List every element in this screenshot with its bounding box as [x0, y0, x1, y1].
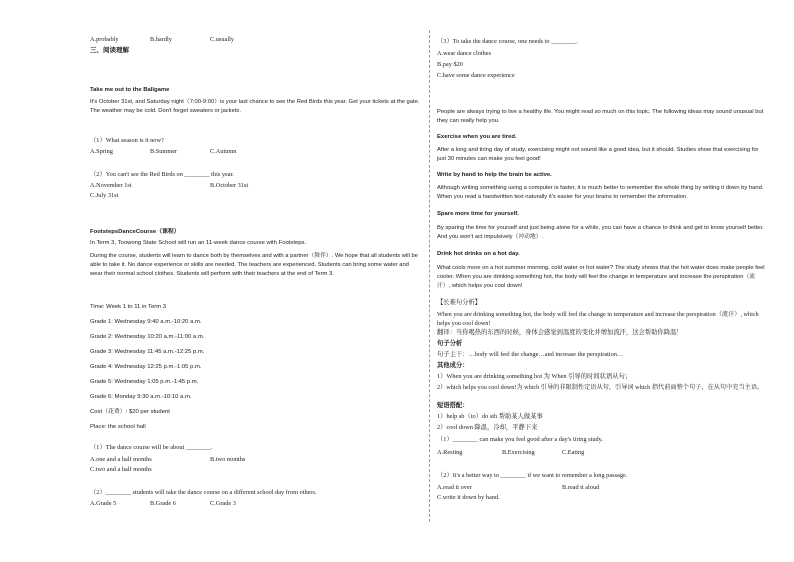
option-c: C.two and a half months — [90, 466, 152, 473]
passage-b-intro: In Term 3, Toowong State School will run an 11-week dance course with Footsteps. — [90, 240, 307, 246]
schedule-row: Grade 5: Wednesday 1:05 p.m.-1:45 p.m. — [90, 379, 199, 385]
option-c: C.Autumn — [210, 148, 237, 155]
question-stem: （1）________ can make you feel good after a day's tiring study. — [437, 436, 603, 443]
passage-c-heading: Write by hand to help the brain be active. — [437, 172, 552, 178]
passage-b-title: FootstepsDanceCourse（课程） — [90, 229, 180, 235]
analysis-translation: 翻译：当你喝热的东西的时候，身体会感觉到温度的变化并增加流汗，这会帮助你降温！ — [437, 329, 683, 336]
analysis-subtitle: 其他成分： — [437, 362, 469, 369]
question-stem: （1）What season is it now? — [90, 137, 164, 144]
passage-c-heading: Exercise when you are tired. — [437, 134, 517, 140]
passage-a-title: Take me out to the Ballgame — [90, 87, 170, 93]
analysis-trunk: 句子主干：…body will feel the change…and increase the perspiration… — [437, 351, 624, 358]
option-c: C.usually — [210, 36, 234, 43]
passage-c-paragraph: What cools more on a hot summer morning, cold water or hot water? The study shows that the hot water does make people feel cooler. When you are drinking something hot, the body will feel the change in temperature and increase the perspiration（流汗）, which helps you cool down! — [437, 265, 765, 289]
analysis-item: 2）which helps you cool down!为 which 引导的非限制性定语从句，引导词 which 指代前面整个句子，在从句中充当主语。 — [437, 384, 764, 391]
option-c: C.have some dance experience — [437, 72, 515, 79]
option-c: C.July 31st — [90, 192, 119, 199]
passage-c-heading: Drink hot drinks on a hot day. — [437, 251, 520, 257]
analysis-item: 1）When you are drinking something hot 为 When 引导的时间状语从句； — [437, 373, 632, 380]
course-place: Place: the school hall — [90, 424, 146, 430]
passage-b-text: During the course, students will learn to dance both by themselves and with a partner（舞伴）. We hope that all students will be able to take it. No dance experience or skills are needed. The teachers are experienced. Students can bring some water and wear their normal school clothes. Students will perform with their teachers at the end of Term 3. — [90, 253, 418, 277]
option-b: B.Grade 6 — [150, 500, 176, 507]
option-a: A.November 1st — [90, 182, 132, 189]
option-a: A.one and a half months — [90, 456, 152, 463]
course-time: Time: Week 1 to 11 in Term 3 — [90, 304, 167, 310]
question-stem: （3）To take the dance course, one needs to ________. — [437, 38, 578, 45]
option-a: A.Grade 5 — [90, 500, 117, 507]
option-a: A.Resting — [437, 449, 463, 456]
option-b: B.Exercising — [502, 449, 535, 456]
option-c: C.Eating — [562, 449, 585, 456]
course-cost: Cost（花费）: $20 per student — [90, 409, 170, 415]
option-a: A.read it over — [437, 484, 472, 491]
analysis-item: 1）help sb（to）do sth 帮助某人做某事 — [437, 413, 543, 420]
passage-c-paragraph: Although writing something using a computer is faster, it is much better to remember the whole thing by writing it down by hand. When you read a handwritten text naturally it's easier for your brains to remember the information. — [437, 185, 764, 200]
analysis-sentence: When you are drinking something hot, the body will feel the change in temperature and increase the perspiration（流汗）, which helps you cool down! — [437, 311, 759, 327]
schedule-row: Grade 4: Wednesday 12:25 p.m.-1:05 p.m. — [90, 364, 202, 370]
passage-c-intro: People are always trying to live a healthy life. You might read so much on this topic. The following ideas may sound unusual but they can really help you. — [437, 109, 764, 124]
option-b: B.read it aloud — [562, 484, 600, 491]
schedule-row: Grade 6: Monday 9:30 a.m.-10:10 a.m. — [90, 394, 192, 400]
passage-a-text: It's October 31st, and Saturday night（7:00-9:00）is your last chance to see the Red Birds this year. Get your tickets at the gate. The weather may be cold. Don't forget sweaters or jackets. — [90, 99, 420, 114]
option-b: B.October 31st — [210, 182, 249, 189]
analysis-title: 【长难句分析】 — [437, 299, 482, 306]
option-b: B.pay $20 — [437, 61, 463, 68]
schedule-row: Grade 1: Wednesday 9:40 a.m.-10:20 a.m. — [90, 319, 202, 325]
question-stem: （1）The dance course will be about ________. — [90, 444, 213, 451]
analysis-subtitle: 句子分析 — [437, 340, 463, 347]
option-b: B.Summer — [150, 148, 178, 155]
question-stem: （2）You can't see the Red Birds on ________ this year. — [90, 171, 234, 178]
question-stem: （2）It's a better way to ________ if we want to remember a long passage. — [437, 472, 628, 479]
option-b: B.two months — [210, 456, 246, 463]
schedule-row: Grade 2: Wednesday 10:20 a.m.-11:00 a.m. — [90, 334, 205, 340]
option-c: C.Grade 3 — [210, 500, 236, 507]
option-a: A.wear dance clothes — [437, 50, 492, 57]
column-divider — [429, 30, 430, 522]
option-b: B.hardly — [150, 36, 172, 43]
schedule-row: Grade 3: Wednesday 11:45 a.m.-12:25 p.m. — [90, 349, 205, 355]
passage-c-paragraph: By sparing the time for yourself and just being alone for a while, you can have a chance to think and get to know yourself better. And you won't act impulsively（冲动地）. — [437, 225, 764, 240]
analysis-item: 2）cool down 降温，冷却，平静下来 — [437, 424, 538, 431]
option-a: A.Spring — [90, 148, 113, 155]
option-c: C.write it down by hand. — [437, 494, 500, 501]
passage-c-paragraph: After a long and tiring day of study, exercising might not sound like a good idea, but it should. Studies show that exercising for just 30 minutes can make you feel good! — [437, 147, 759, 162]
section-title: 三、阅读理解 — [90, 47, 129, 54]
analysis-subtitle: 短语搭配： — [437, 402, 469, 409]
passage-c-heading: Spare more time for yourself. — [437, 211, 519, 217]
question-stem: （2）________ students will take the dance course on a different school day from others. — [90, 489, 317, 496]
option-a: A.probably — [90, 36, 119, 43]
